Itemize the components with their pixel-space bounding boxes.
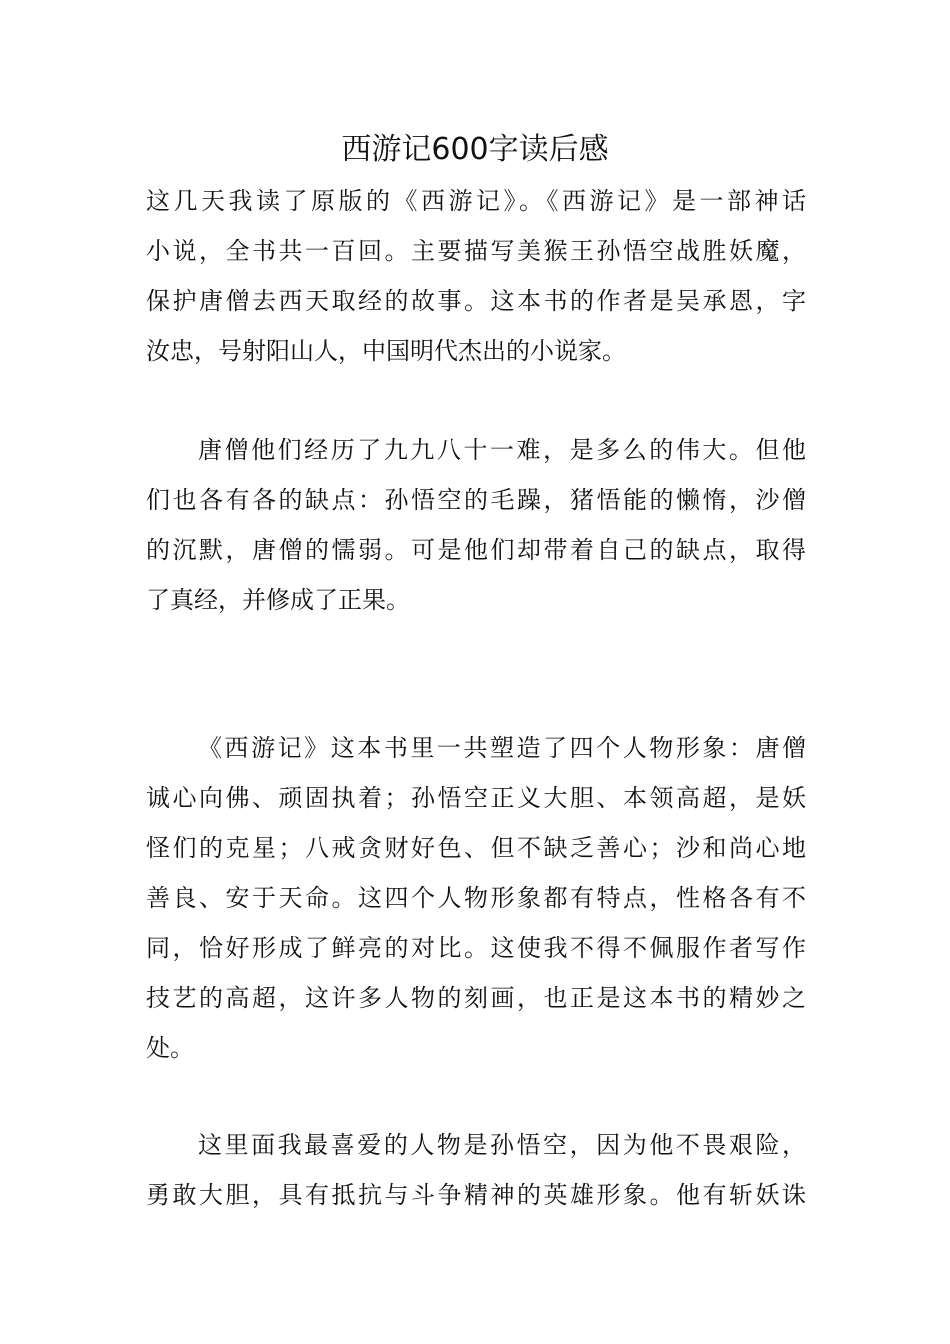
paragraph-1 [146, 176, 806, 376]
paragraph-line: 这里面我最喜爱的人物是孙悟空，因为他不畏艰险， [198, 1131, 806, 1159]
paragraph-line: 小说，全书共一百回。主要描写美猴王孙悟空战胜妖魔， [146, 237, 806, 265]
paragraph-line: 技艺的高超，这许多人物的刻画，也正是这本书的精妙之 [146, 984, 806, 1012]
paragraph-line: 诚心向佛、顽固执着；孙悟空正义大胆、本领高超，是妖 [146, 784, 806, 812]
paragraph-line: 了真经，并修成了正果。 [146, 586, 410, 614]
paragraph-line: 保护唐僧去西天取经的故事。这本书的作者是吴承恩，字 [146, 287, 806, 315]
paragraph-line: 怪们的克星；八戒贪财好色、但不缺乏善心；沙和尚心地 [146, 834, 806, 862]
paragraph-line: 《西游记》这本书里一共塑造了四个人物形象：唐僧 [198, 734, 806, 762]
paragraph-line: 的沉默，唐僧的懦弱。可是他们却带着自己的缺点，取得 [146, 536, 806, 564]
paragraph-4 [146, 1120, 806, 1220]
paragraph-line: 们也各有各的缺点：孙悟空的毛躁，猪悟能的懒惰，沙僧 [146, 486, 806, 514]
document-title: 西游记600字读后感 [341, 132, 609, 167]
paragraph-line: 这几天我读了原版的《西游记》。《西游记》是一部神话 [146, 187, 806, 215]
paragraph-line: 善良、安于天命。这四个人物形象都有特点，性格各有不 [146, 884, 806, 912]
paragraph-line: 同，恰好形成了鲜亮的对比。这使我不得不佩服作者写作 [146, 934, 806, 962]
paragraph-line: 勇敢大胆，具有抵抗与斗争精神的英雄形象。他有斩妖诛 [146, 1181, 806, 1209]
paragraph-line: 处。 [146, 1034, 194, 1062]
paragraph-line: 汝忠，号射阳山人，中国明代杰出的小说家。 [146, 337, 626, 365]
paragraph-line: 唐僧他们经历了九九八十一难，是多么的伟大。但他 [198, 436, 806, 464]
paragraph-3 [146, 723, 806, 1073]
paragraph-2 [146, 425, 806, 625]
